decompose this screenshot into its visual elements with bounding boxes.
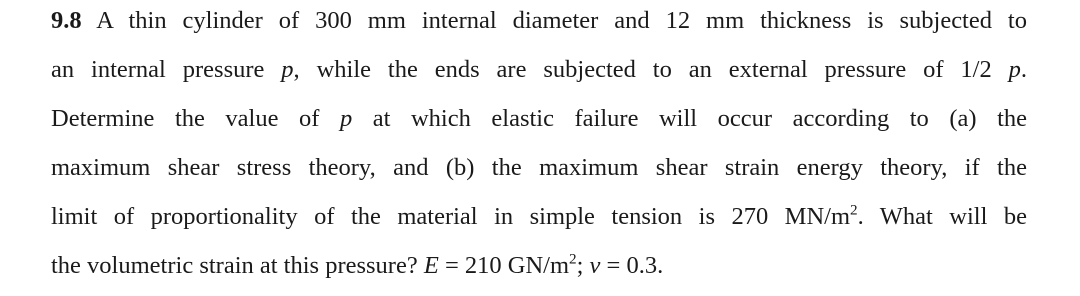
problem-text: .: [1020, 56, 1027, 83]
problem-text: = 0.3.: [600, 252, 664, 279]
problem-text: at which elastic failure will occur according to (a) the: [352, 105, 1027, 132]
problem-line-3: [51, 104, 1027, 134]
problem-text: = 210 GN/m: [438, 252, 570, 279]
problem-text: Determine the value of: [51, 105, 340, 132]
superscript-2: 2: [850, 201, 858, 219]
problem-line-6: [51, 251, 663, 281]
variable-p: p: [1008, 56, 1021, 83]
problem-line-4: [51, 153, 1027, 183]
variable-e: E: [423, 252, 439, 279]
problem-text: limit of proportionality of the material in simple tension is 270 MN/m: [51, 203, 851, 230]
problem-text: ;: [576, 252, 590, 279]
problem-line-5: [51, 202, 1027, 232]
problem-text: maximum shear stress theory, and (b) the maximum shear strain energy theory, if the: [51, 154, 1027, 181]
variable-p: p: [339, 105, 353, 132]
superscript-2: 2: [569, 250, 577, 268]
problem-text: an internal pressure: [51, 56, 282, 83]
problem-text: . What will be: [857, 203, 1027, 230]
variable-p: p: [281, 56, 294, 83]
problem-number: 9.8: [51, 7, 82, 34]
problem-line-1: [51, 6, 1027, 36]
problem-text: the volumetric strain at this pressure?: [51, 252, 424, 279]
problem-line-2: [51, 55, 1027, 85]
problem-text: , while the ends are subjected to an external pressure of 1/2: [293, 56, 1009, 83]
variable-nu: ν: [589, 252, 601, 279]
problem-text: A thin cylinder of 300 mm internal diameter and 12 mm thickness is subjected to: [96, 7, 1027, 34]
